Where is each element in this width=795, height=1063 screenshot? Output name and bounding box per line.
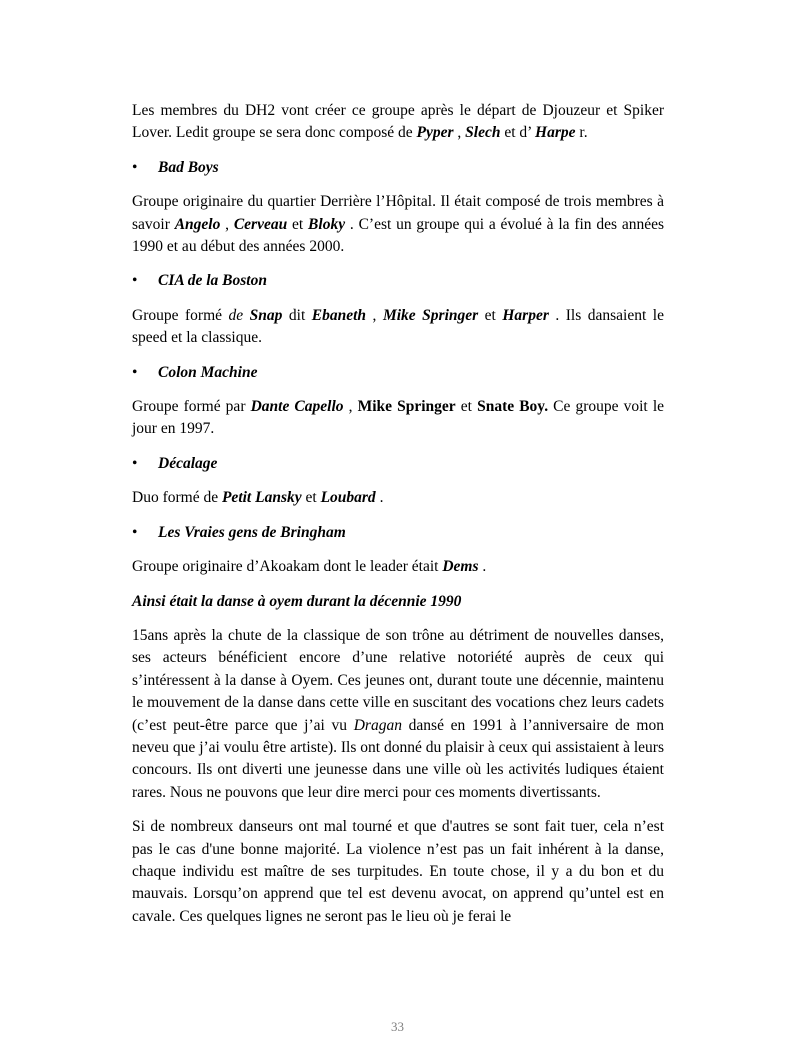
member-name: Pyper	[416, 124, 454, 142]
paragraph-decade	[132, 625, 664, 804]
member-name: Mike Springer	[382, 306, 479, 324]
text: 15ans après la chute de la classique de son trône au détriment de nouvelles danses, ses acteurs bénéficient encore d’une relative notoriété auprès de ceux qui s’intéressent à la danse à Oyem. Ces jeunes ont, durant toute une décennie, maintenu le mouvement de la danse dans cette ville en suscitant des vocations chez leurs cadets (c’est peut-être parce que j’ai vu	[132, 626, 664, 734]
member-name: Dante Capello	[250, 398, 344, 416]
text: Groupe originaire d’Akoakam dont le leader était	[132, 558, 443, 576]
member-name: Loubard	[320, 489, 376, 507]
document-page	[132, 100, 664, 940]
text: et	[455, 398, 478, 416]
member-name: Petit Lansky	[221, 489, 302, 507]
member-name: Angelo	[174, 215, 221, 233]
member-name: Bloky	[308, 215, 346, 233]
bullet-icon: •	[132, 454, 138, 472]
text: Groupe formé	[132, 306, 229, 324]
paragraph-decalage	[132, 487, 664, 509]
text: et d’	[500, 124, 536, 142]
bullet-icon: •	[132, 363, 138, 381]
bullet-icon: •	[132, 272, 138, 290]
text: ,	[343, 398, 358, 416]
text: Groupe formé par	[132, 398, 251, 416]
member-name: Mike Springer	[357, 398, 456, 416]
paragraph-bringham	[132, 556, 664, 578]
text: Ce groupe voit le jour en 1997.	[132, 398, 665, 438]
group-title: Les Vraies gens de Bringham	[158, 523, 346, 541]
bullet-item	[132, 157, 664, 179]
text: Groupe originaire du quartier Derrière l’Hôpital. Il était composé de trois membres à savoir	[132, 193, 664, 233]
text: Si de nombreux danseurs ont mal tourné et que d'autres se sont fait tuer, cela n’est pas le cas d'une bonne majorité. La violence n’est pas un fait inhérent à la danse, chaque individu est maître de ses turpitudes. En toute chose, il y a du bon et du mauvais. Lorsqu’on apprend que tel est devenu avocat, on apprend qu’untel est en cavale. Ces quelques lignes ne seront pas le lieu où je ferai le	[132, 818, 664, 925]
bullet-icon: •	[132, 158, 138, 176]
page-number: 33	[391, 1019, 404, 1034]
paragraph-colon-machine	[132, 396, 664, 441]
bullet-icon: •	[132, 523, 138, 541]
paragraph-dh2	[132, 100, 664, 145]
bullet-item	[132, 453, 664, 475]
member-name: Snate Boy.	[477, 398, 549, 416]
member-name: Cerveau	[233, 215, 288, 233]
bullet-item	[132, 522, 664, 544]
text: dit	[282, 306, 312, 324]
member-name: Ebaneth	[311, 306, 367, 324]
paragraph-bad-boys	[132, 191, 664, 258]
text: . C’est un groupe qui a évolué à la fin des années 1990 et au début des années 2000.	[132, 215, 665, 256]
member-name: Harpe	[535, 124, 576, 142]
member-name: Slech	[465, 124, 501, 142]
text: de	[228, 306, 250, 324]
text: et	[301, 489, 321, 507]
text: dansé en 1991 à l’anniversaire de mon neveu que j’ai voulu être artiste). Ils ont donné du plaisir à ceux qui assistaient à leurs concours. Ils ont diverti une jeunesse dans une ville où les activités ludiques étaient rares. Nous ne pouvons que leur dire merci pour ces moments divertissants.	[132, 716, 664, 801]
member-name: Harper	[502, 306, 549, 324]
text: Les membres du DH2 vont créer ce groupe après le départ de Djouzeur et Spiker Lover. Ledit groupe se sera donc composé de	[132, 102, 664, 142]
paragraph-violence	[132, 816, 664, 928]
text: ,	[366, 306, 383, 324]
text: .	[478, 558, 487, 576]
text: r.	[575, 124, 588, 142]
paragraph-cia	[132, 305, 664, 350]
text: Duo formé de	[132, 489, 222, 507]
member-name: Dems	[442, 558, 479, 576]
dancer-name: Dragan	[353, 716, 402, 734]
section-title: Ainsi était la danse à oyem durant la décennie 1990	[132, 592, 462, 610]
text: . Ils dansaient le speed et la classique.	[132, 306, 664, 347]
group-title: Bad Boys	[158, 158, 219, 176]
group-title: CIA de la Boston	[158, 272, 267, 290]
group-title: Colon Machine	[158, 363, 258, 381]
text: ,	[220, 215, 234, 233]
text: et	[478, 306, 503, 324]
text: ,	[453, 124, 466, 142]
member-name: Snap	[249, 306, 283, 324]
bullet-item	[132, 270, 664, 292]
bullet-item	[132, 362, 664, 384]
text: et	[287, 215, 309, 233]
text: .	[375, 489, 384, 507]
group-title: Décalage	[158, 454, 218, 472]
